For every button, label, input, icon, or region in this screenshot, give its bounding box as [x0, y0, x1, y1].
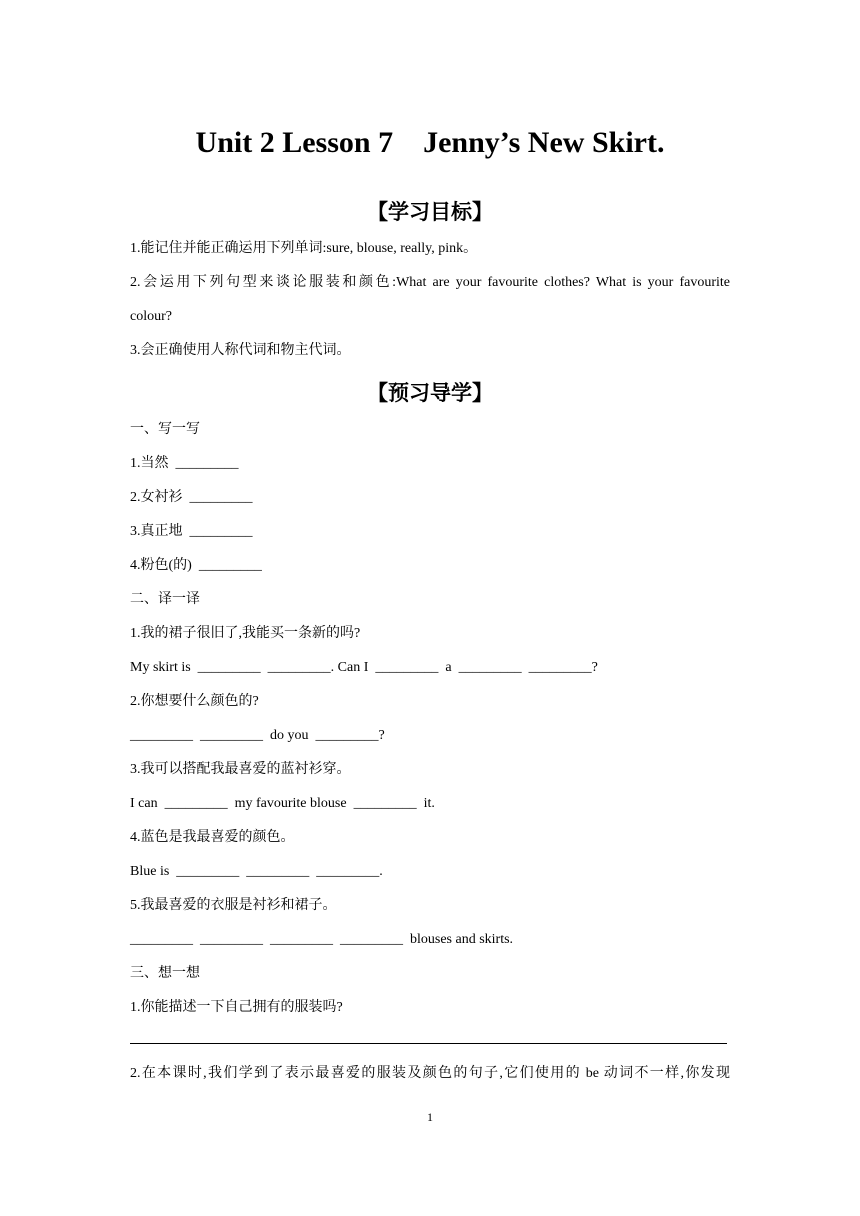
exercise-line: 1.你能描述一下自己拥有的服装吗? — [130, 1000, 343, 1015]
exercise-line: Blue is _________ _________ _________. — [130, 864, 383, 879]
answer-line — [130, 1043, 727, 1044]
document-title: Unit 2 Lesson 7 Jenny’s New Skirt. — [195, 126, 665, 159]
exercise-line: 3.真正地 _________ — [130, 524, 253, 539]
exercise-line: My skirt is _________ _________. Can I _________ a _________ _________? — [130, 660, 598, 675]
objective-line-2: 2.会运用下列句型来谈论服装和颜色:What are your favourite clothes? What is your favourite — [130, 275, 730, 290]
exercise-line: 1.我的裙子很旧了,我能买一条新的吗? — [130, 626, 361, 641]
part-heading-write: 一、写一写 — [130, 422, 200, 437]
exercise-line: 2.女衬衫 _________ — [130, 490, 253, 505]
exercise-line: _________ _________ _________ _________ blouses and skirts. — [130, 932, 514, 947]
exercise-line: 2.在本课时,我们学到了表示最喜爱的服装及颜色的句子,它们使用的 be 动词不一样,你发现 — [130, 1066, 730, 1081]
exercise-line: 1.当然 _________ — [130, 456, 239, 471]
exercise-line: 4.粉色(的) _________ — [130, 558, 262, 573]
page-number: 1 — [427, 1110, 433, 1124]
part-heading-translate: 二、译一译 — [130, 592, 200, 607]
exercise-line: _________ _________ do you _________? — [130, 728, 385, 743]
exercise-line: 4.蓝色是我最喜爱的颜色。 — [130, 830, 295, 845]
objective-line-4: 3.会正确使用人称代词和物主代词。 — [130, 343, 351, 358]
exercise-line: 3.我可以搭配我最喜爱的蓝衬衫穿。 — [130, 762, 351, 777]
objective-line-3: colour? — [130, 309, 172, 324]
section-heading-preview: 【预习导学】 — [367, 381, 493, 405]
objective-line-1: 1.能记住并能正确运用下列单词:sure, blouse, really, pink。 — [130, 241, 478, 256]
part-heading-think: 三、想一想 — [130, 966, 200, 981]
exercise-line: 2.你想要什么颜色的? — [130, 694, 259, 709]
exercise-line: 5.我最喜爱的衣服是衬衫和裙子。 — [130, 898, 337, 913]
exercise-line: I can _________ my favourite blouse _________ it. — [130, 796, 435, 811]
section-heading-objectives: 【学习目标】 — [367, 200, 493, 224]
